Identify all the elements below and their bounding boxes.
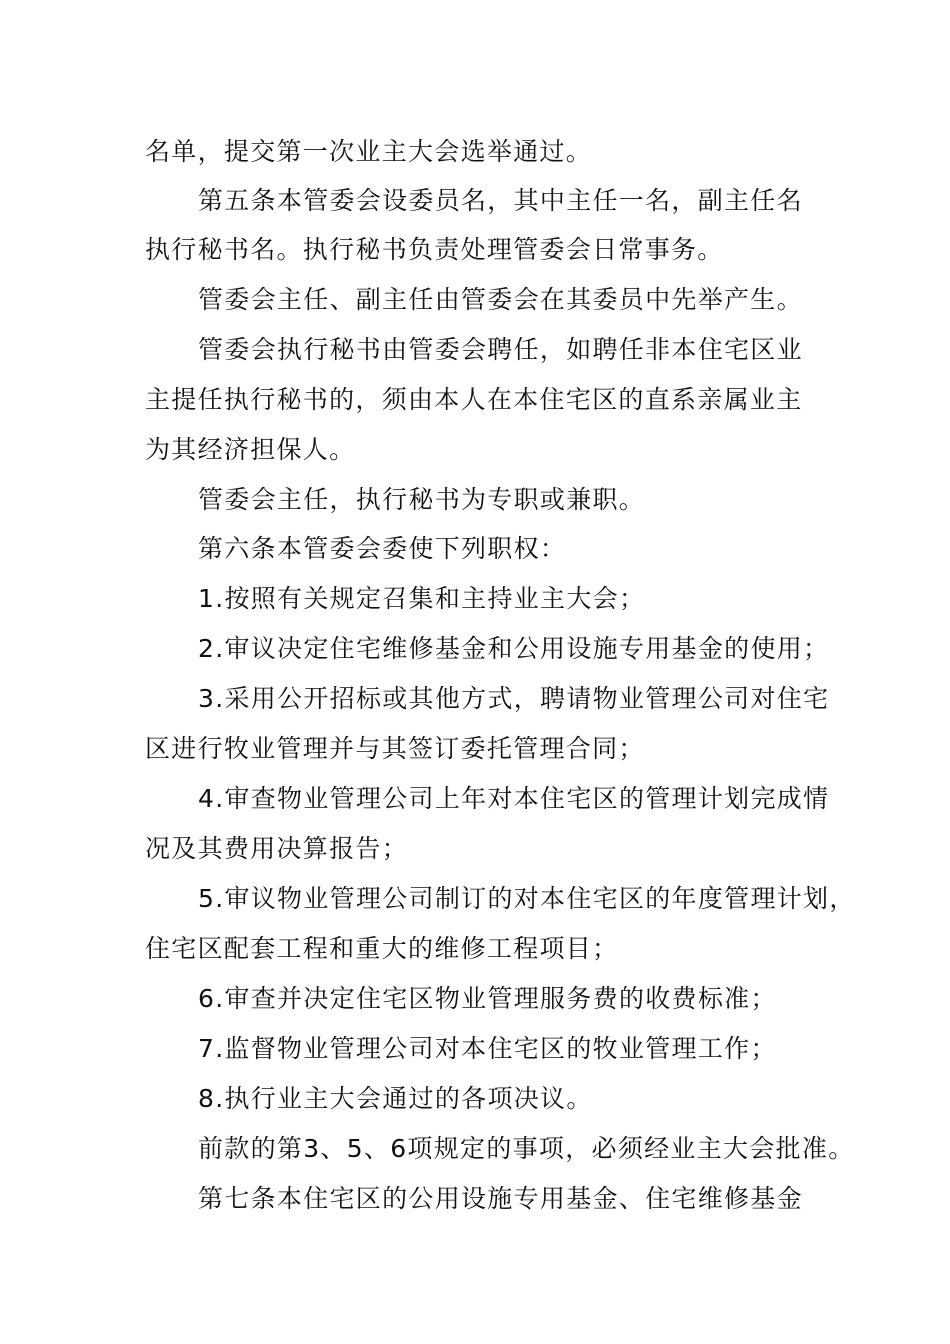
article-7-heading: 第七条本住宅区的公用设施专用基金、住宅维修基金 [198, 1184, 803, 1213]
list-item-4: 4.审查物业管理公司上年对本住宅区的管理计划完成情 [198, 784, 830, 813]
paragraph-line: 管委会主任，执行秘书为专职或兼职。 [198, 485, 646, 514]
text-line: 况及其费用决算报告； [145, 834, 409, 863]
list-item-1: 1.按照有关规定召集和主持业主大会； [198, 584, 646, 613]
article-5-heading: 第五条本管委会设委员名，其中主任一名，副主任名 [198, 186, 803, 215]
paragraph-line: 前款的第3、5、6项规定的事项，必须经业主大会批准。 [198, 1134, 855, 1163]
paragraph-line: 管委会主任、副主任由管委会在其委员中先举产生。 [198, 285, 803, 314]
text-line: 住宅区配套工程和重大的维修工程项目； [145, 934, 619, 963]
text-line: 区进行牧业管理并与其签订委托管理合同； [145, 734, 645, 763]
paragraph-line: 管委会执行秘书由管委会聘任，如聘任非本住宅区业 [198, 335, 803, 364]
text-line: 为其经济担保人。 [145, 435, 356, 464]
text-line: 主提任执行秘书的，须由本人在本住宅区的直系亲属业主 [145, 385, 803, 414]
text-line: 名单，提交第一次业主大会选举通过。 [145, 137, 593, 166]
list-item-7: 7.监督物业管理公司对本住宅区的牧业管理工作； [198, 1034, 777, 1063]
list-item-5: 5.审议物业管理公司制订的对本住宅区的年度管理计划， [198, 884, 856, 913]
list-item-8: 8.执行业主大会通过的各项决议。 [198, 1084, 593, 1113]
list-item-2: 2.审议决定住宅维修基金和公用设施专用基金的使用； [198, 634, 830, 663]
text-line: 执行秘书名。执行秘书负责处理管委会日常事务。 [145, 235, 724, 264]
list-item-6: 6.审查并决定住宅区物业管理服务费的收费标准； [198, 984, 777, 1013]
article-6-heading: 第六条本管委会委使下列职权： [198, 534, 567, 563]
list-item-3: 3.采用公开招标或其他方式，聘请物业管理公司对住宅 [198, 684, 830, 713]
